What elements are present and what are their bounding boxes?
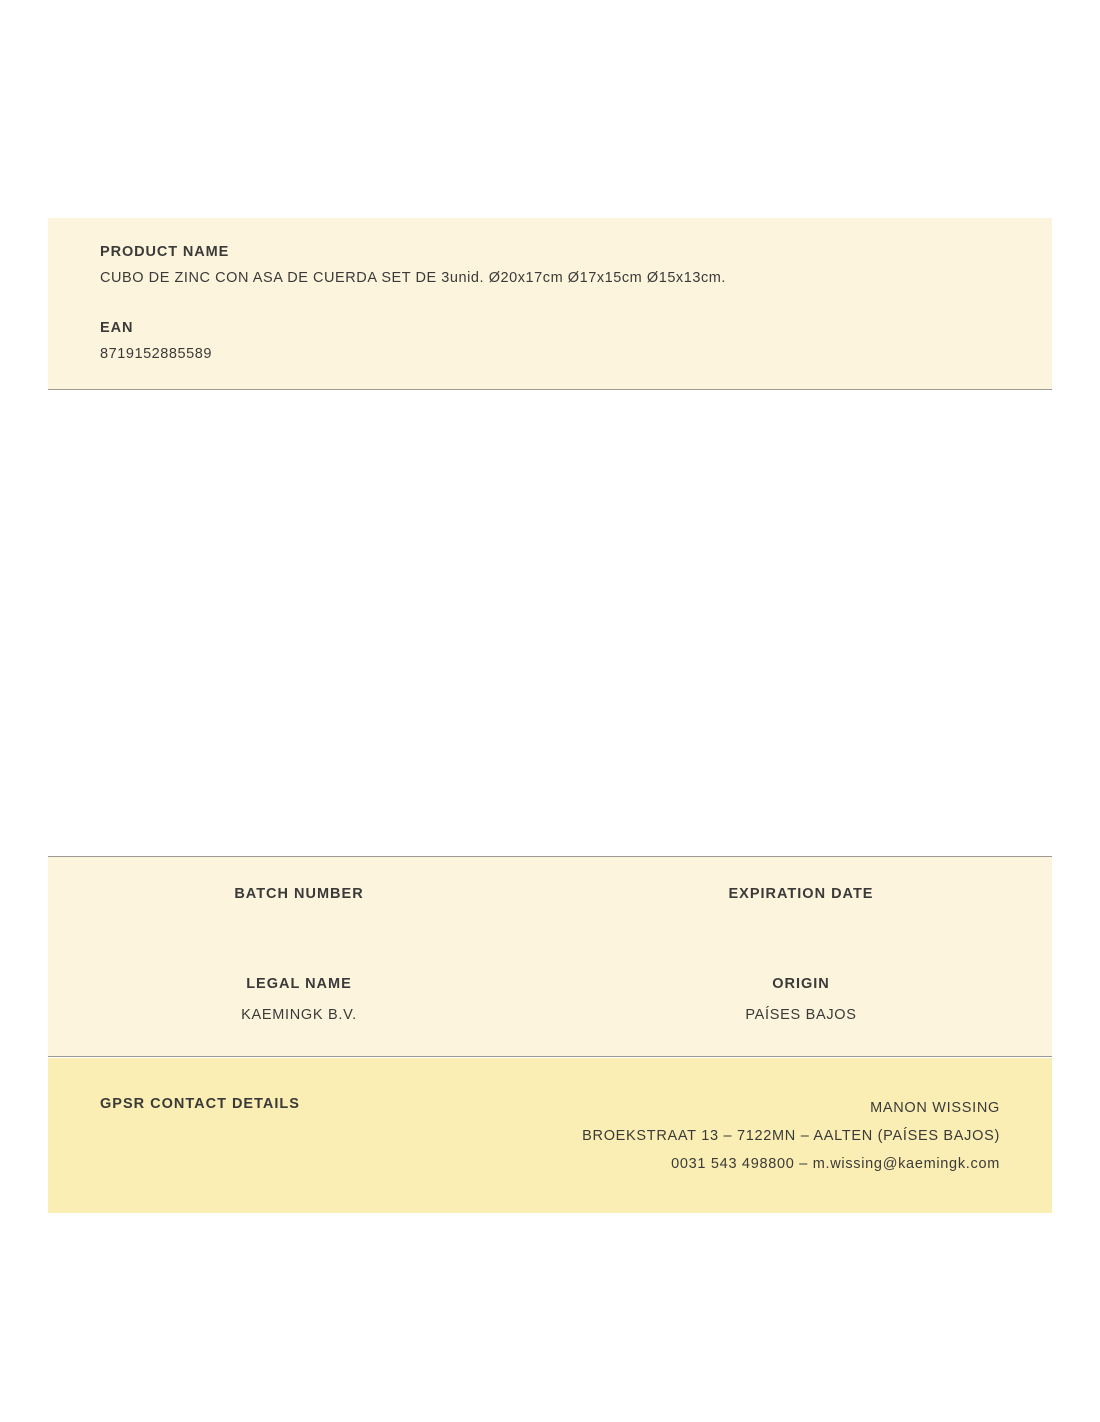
legal-name-value: KAEMINGK B.V. bbox=[241, 1007, 357, 1023]
origin-value: PAÍSES BAJOS bbox=[745, 1007, 857, 1023]
origin-cell bbox=[550, 974, 1052, 1025]
gpsr-contact-panel bbox=[48, 1058, 1052, 1213]
gpsr-contact-details bbox=[582, 1094, 1000, 1178]
ean-label: EAN bbox=[100, 320, 134, 336]
batch-number-cell bbox=[48, 884, 550, 935]
gpsr-contact-label: GPSR CONTACT DETAILS bbox=[100, 1096, 300, 1112]
batch-number-value bbox=[48, 915, 550, 935]
gpsr-contact-phone-email: 0031 543 498800 – m.wissing@kaemingk.com bbox=[671, 1156, 1000, 1172]
expiration-date-value bbox=[550, 915, 1052, 935]
gpsr-contact-name: MANON WISSING bbox=[870, 1100, 1000, 1116]
batch-number-label: BATCH NUMBER bbox=[234, 886, 364, 902]
product-name-label: PRODUCT NAME bbox=[100, 244, 230, 260]
expiration-date-label: EXPIRATION DATE bbox=[728, 886, 874, 902]
ean-value: 8719152885589 bbox=[100, 346, 212, 362]
legal-name-cell bbox=[48, 974, 550, 1025]
batch-info-panel bbox=[48, 857, 1052, 1057]
product-name-value: CUBO DE ZINC CON ASA DE CUERDA SET DE 3unid. Ø20x17cm Ø17x15cm Ø15x13cm. bbox=[100, 270, 726, 286]
origin-label: ORIGIN bbox=[772, 976, 830, 992]
batch-row bbox=[48, 884, 1052, 935]
expiration-date-cell bbox=[550, 884, 1052, 935]
product-info-panel bbox=[48, 218, 1052, 390]
legal-row bbox=[48, 974, 1052, 1025]
spacer bbox=[100, 286, 1000, 320]
legal-name-label: LEGAL NAME bbox=[246, 976, 352, 992]
gpsr-contact-address: BROEKSTRAAT 13 – 7122MN – AALTEN (PAÍSES BAJOS) bbox=[582, 1128, 1000, 1144]
